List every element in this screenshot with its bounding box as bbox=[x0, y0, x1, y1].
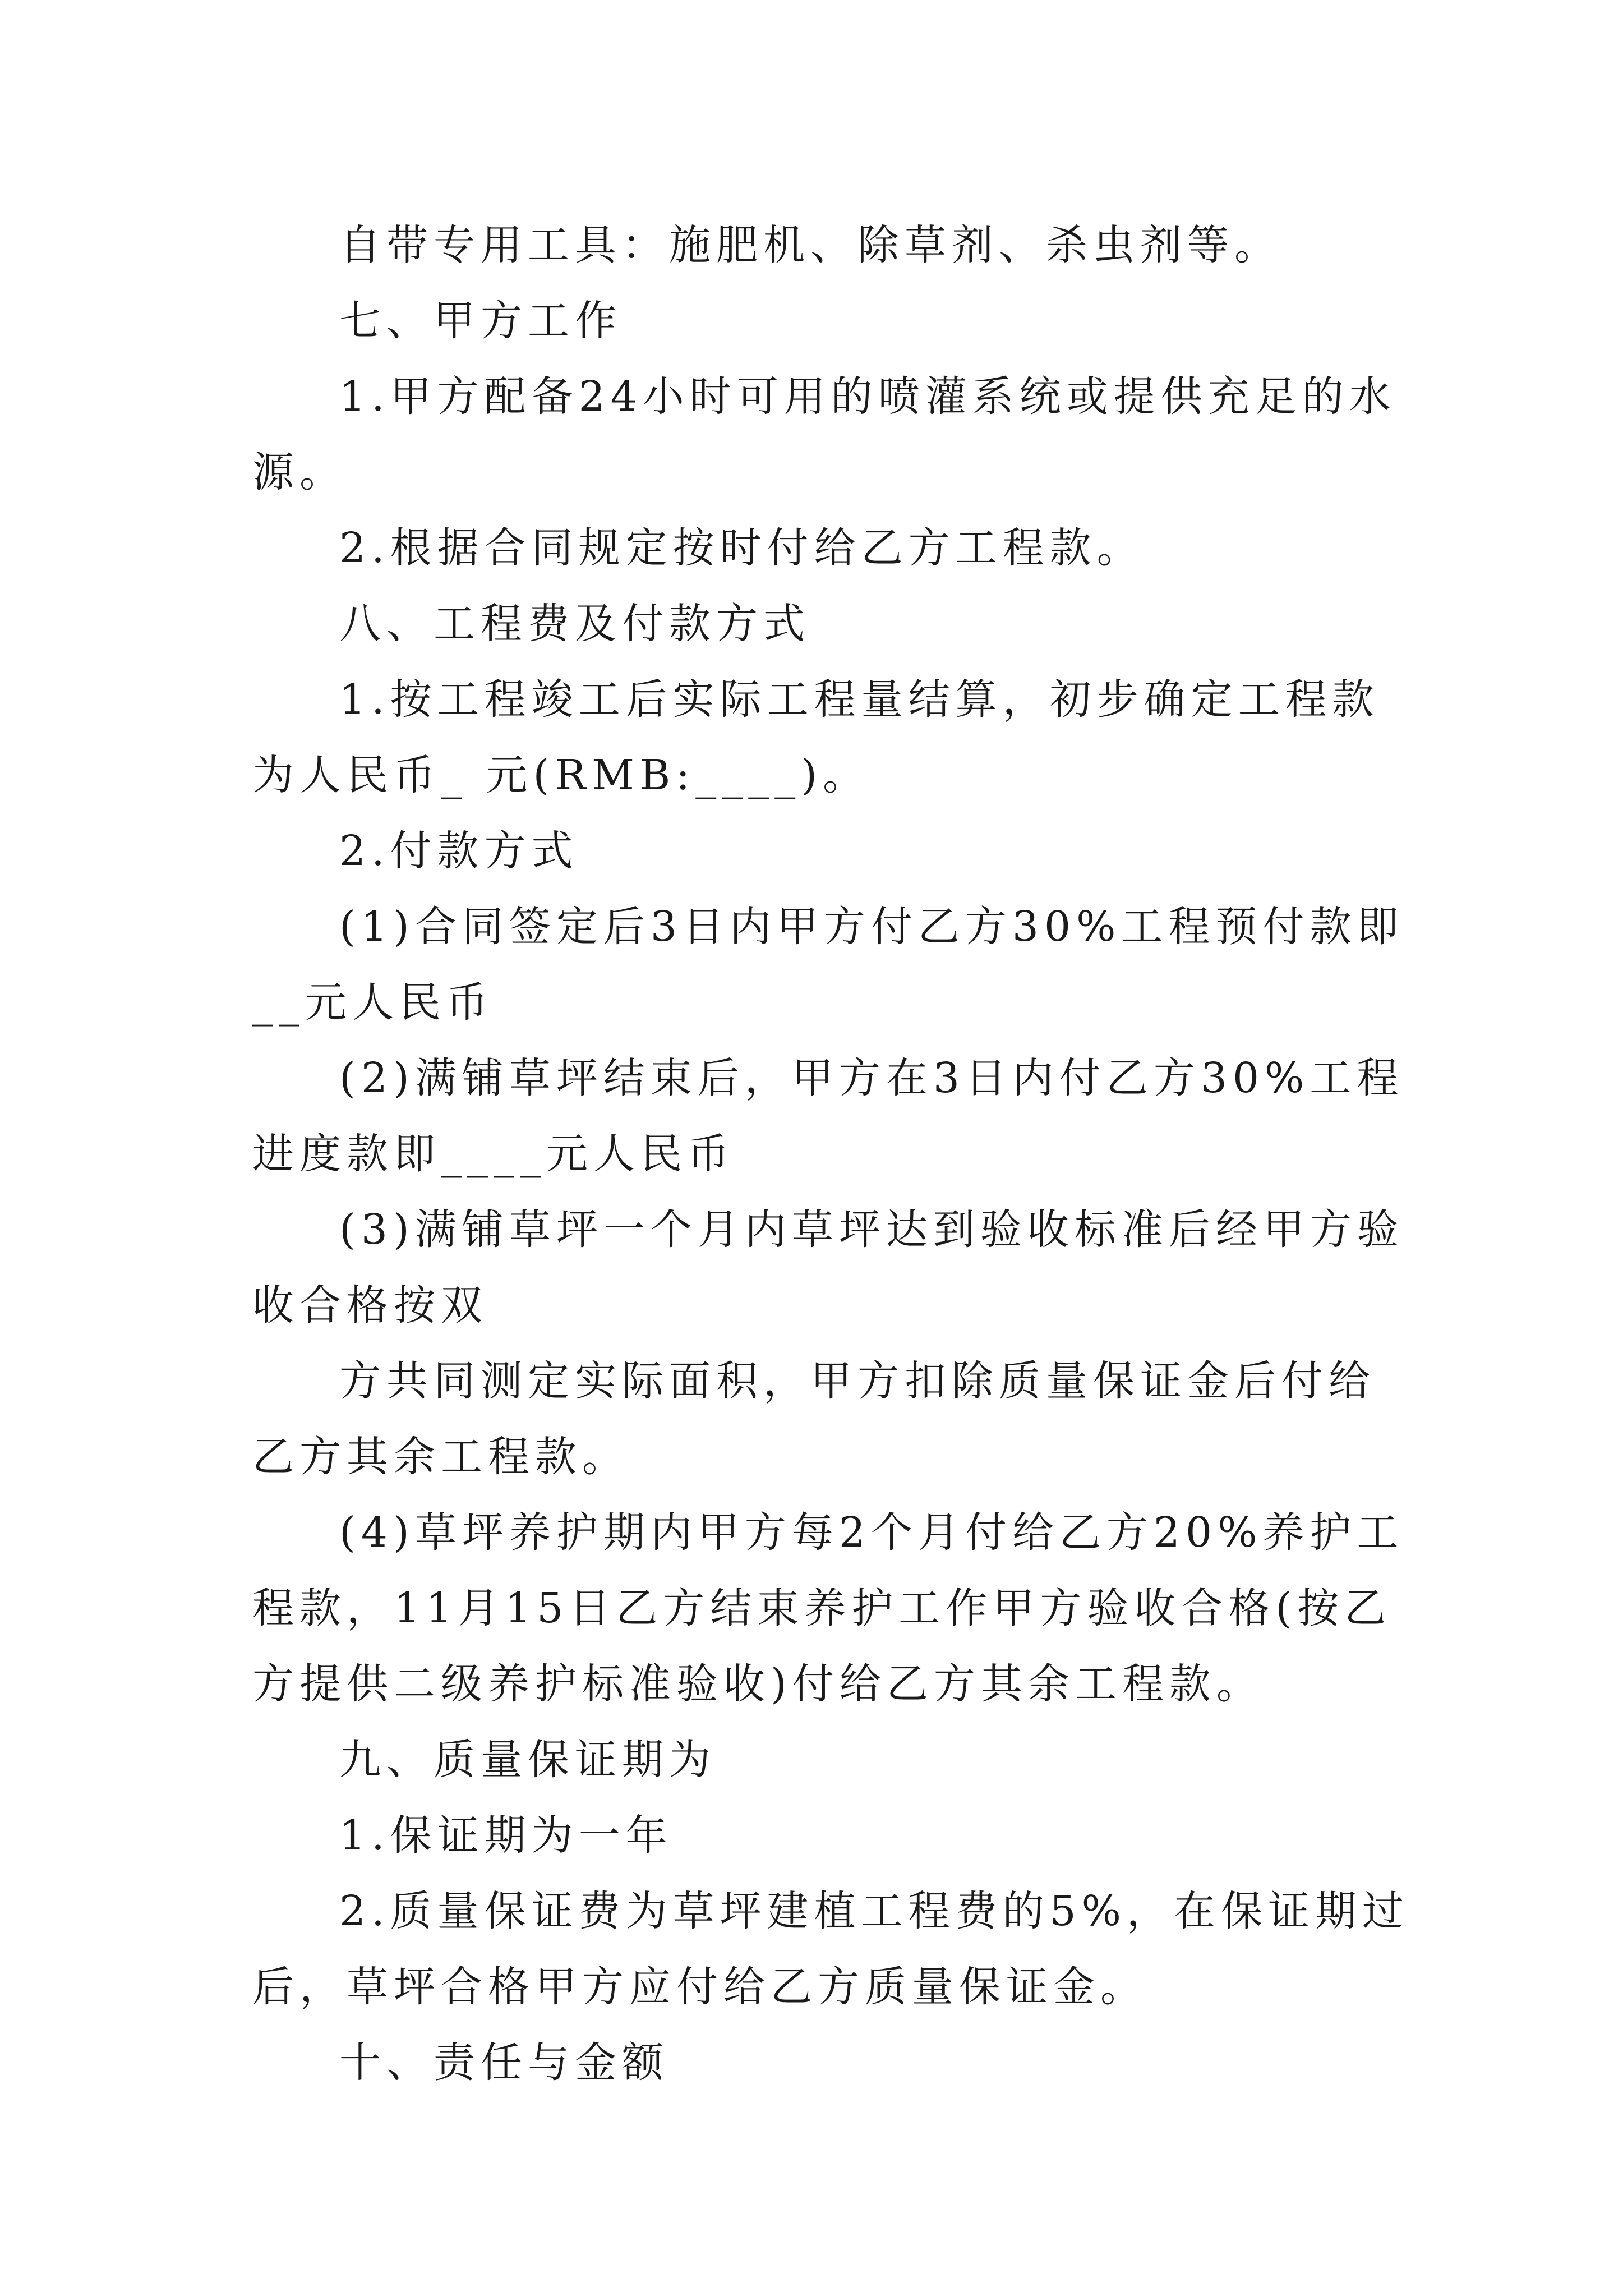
paragraph-8-2: 2.付款方式 bbox=[339, 827, 579, 875]
paragraph-payment-4: (4)草坪养护期内甲方每2个月付给乙方20%养护工程款，11月15日乙方结束养护工作甲方验收合格(按乙方提供二级养护标准验收)付给乙方其余工程款。 bbox=[252, 1508, 1404, 1708]
document-body bbox=[252, 208, 1413, 2101]
heading-section-8: 八、工程费及付款方式 bbox=[339, 600, 810, 648]
paragraph-7-2: 2.根据合同规定按时付给乙方工程款。 bbox=[339, 524, 1144, 572]
heading-section-10: 十、责任与金额 bbox=[339, 2039, 669, 2087]
paragraph-8-1: 1.按工程竣工后实际工程量结算，初步确定工程款为人民币_ 元(RMB:____)。 bbox=[252, 675, 1380, 799]
paragraph-payment-2: (2)满铺草坪结束后，甲方在3日内付乙方30%工程进度款即____元人民币 bbox=[252, 1054, 1404, 1178]
paragraph-9-1: 1.保证期为一年 bbox=[339, 1811, 673, 1860]
paragraph-7-1: 1.甲方配备24小时可用的喷灌系统或提供充足的水源。 bbox=[252, 372, 1396, 496]
paragraph-tools: 自带专用工具：施肥机、除草剂、杀虫剂等。 bbox=[339, 221, 1281, 269]
paragraph-payment-3-continued: 方共同测定实际面积，甲方扣除质量保证金后付给乙方其余工程款。 bbox=[252, 1357, 1376, 1481]
paragraph-payment-1: (1)合同签定后3日内甲方付乙方30%工程预付款即__元人民币 bbox=[252, 903, 1404, 1027]
paragraph-payment-3: (3)满铺草坪一个月内草坪达到验收标准后经甲方验收合格按双 bbox=[252, 1205, 1404, 1329]
heading-section-9: 九、质量保证期为 bbox=[339, 1736, 716, 1784]
heading-section-7: 七、甲方工作 bbox=[339, 297, 622, 345]
paragraph-9-2: 2.质量保证费为草坪建植工程费的5%，在保证期过后，草坪合格甲方应付给乙方质量保证金。 bbox=[252, 1887, 1409, 2011]
